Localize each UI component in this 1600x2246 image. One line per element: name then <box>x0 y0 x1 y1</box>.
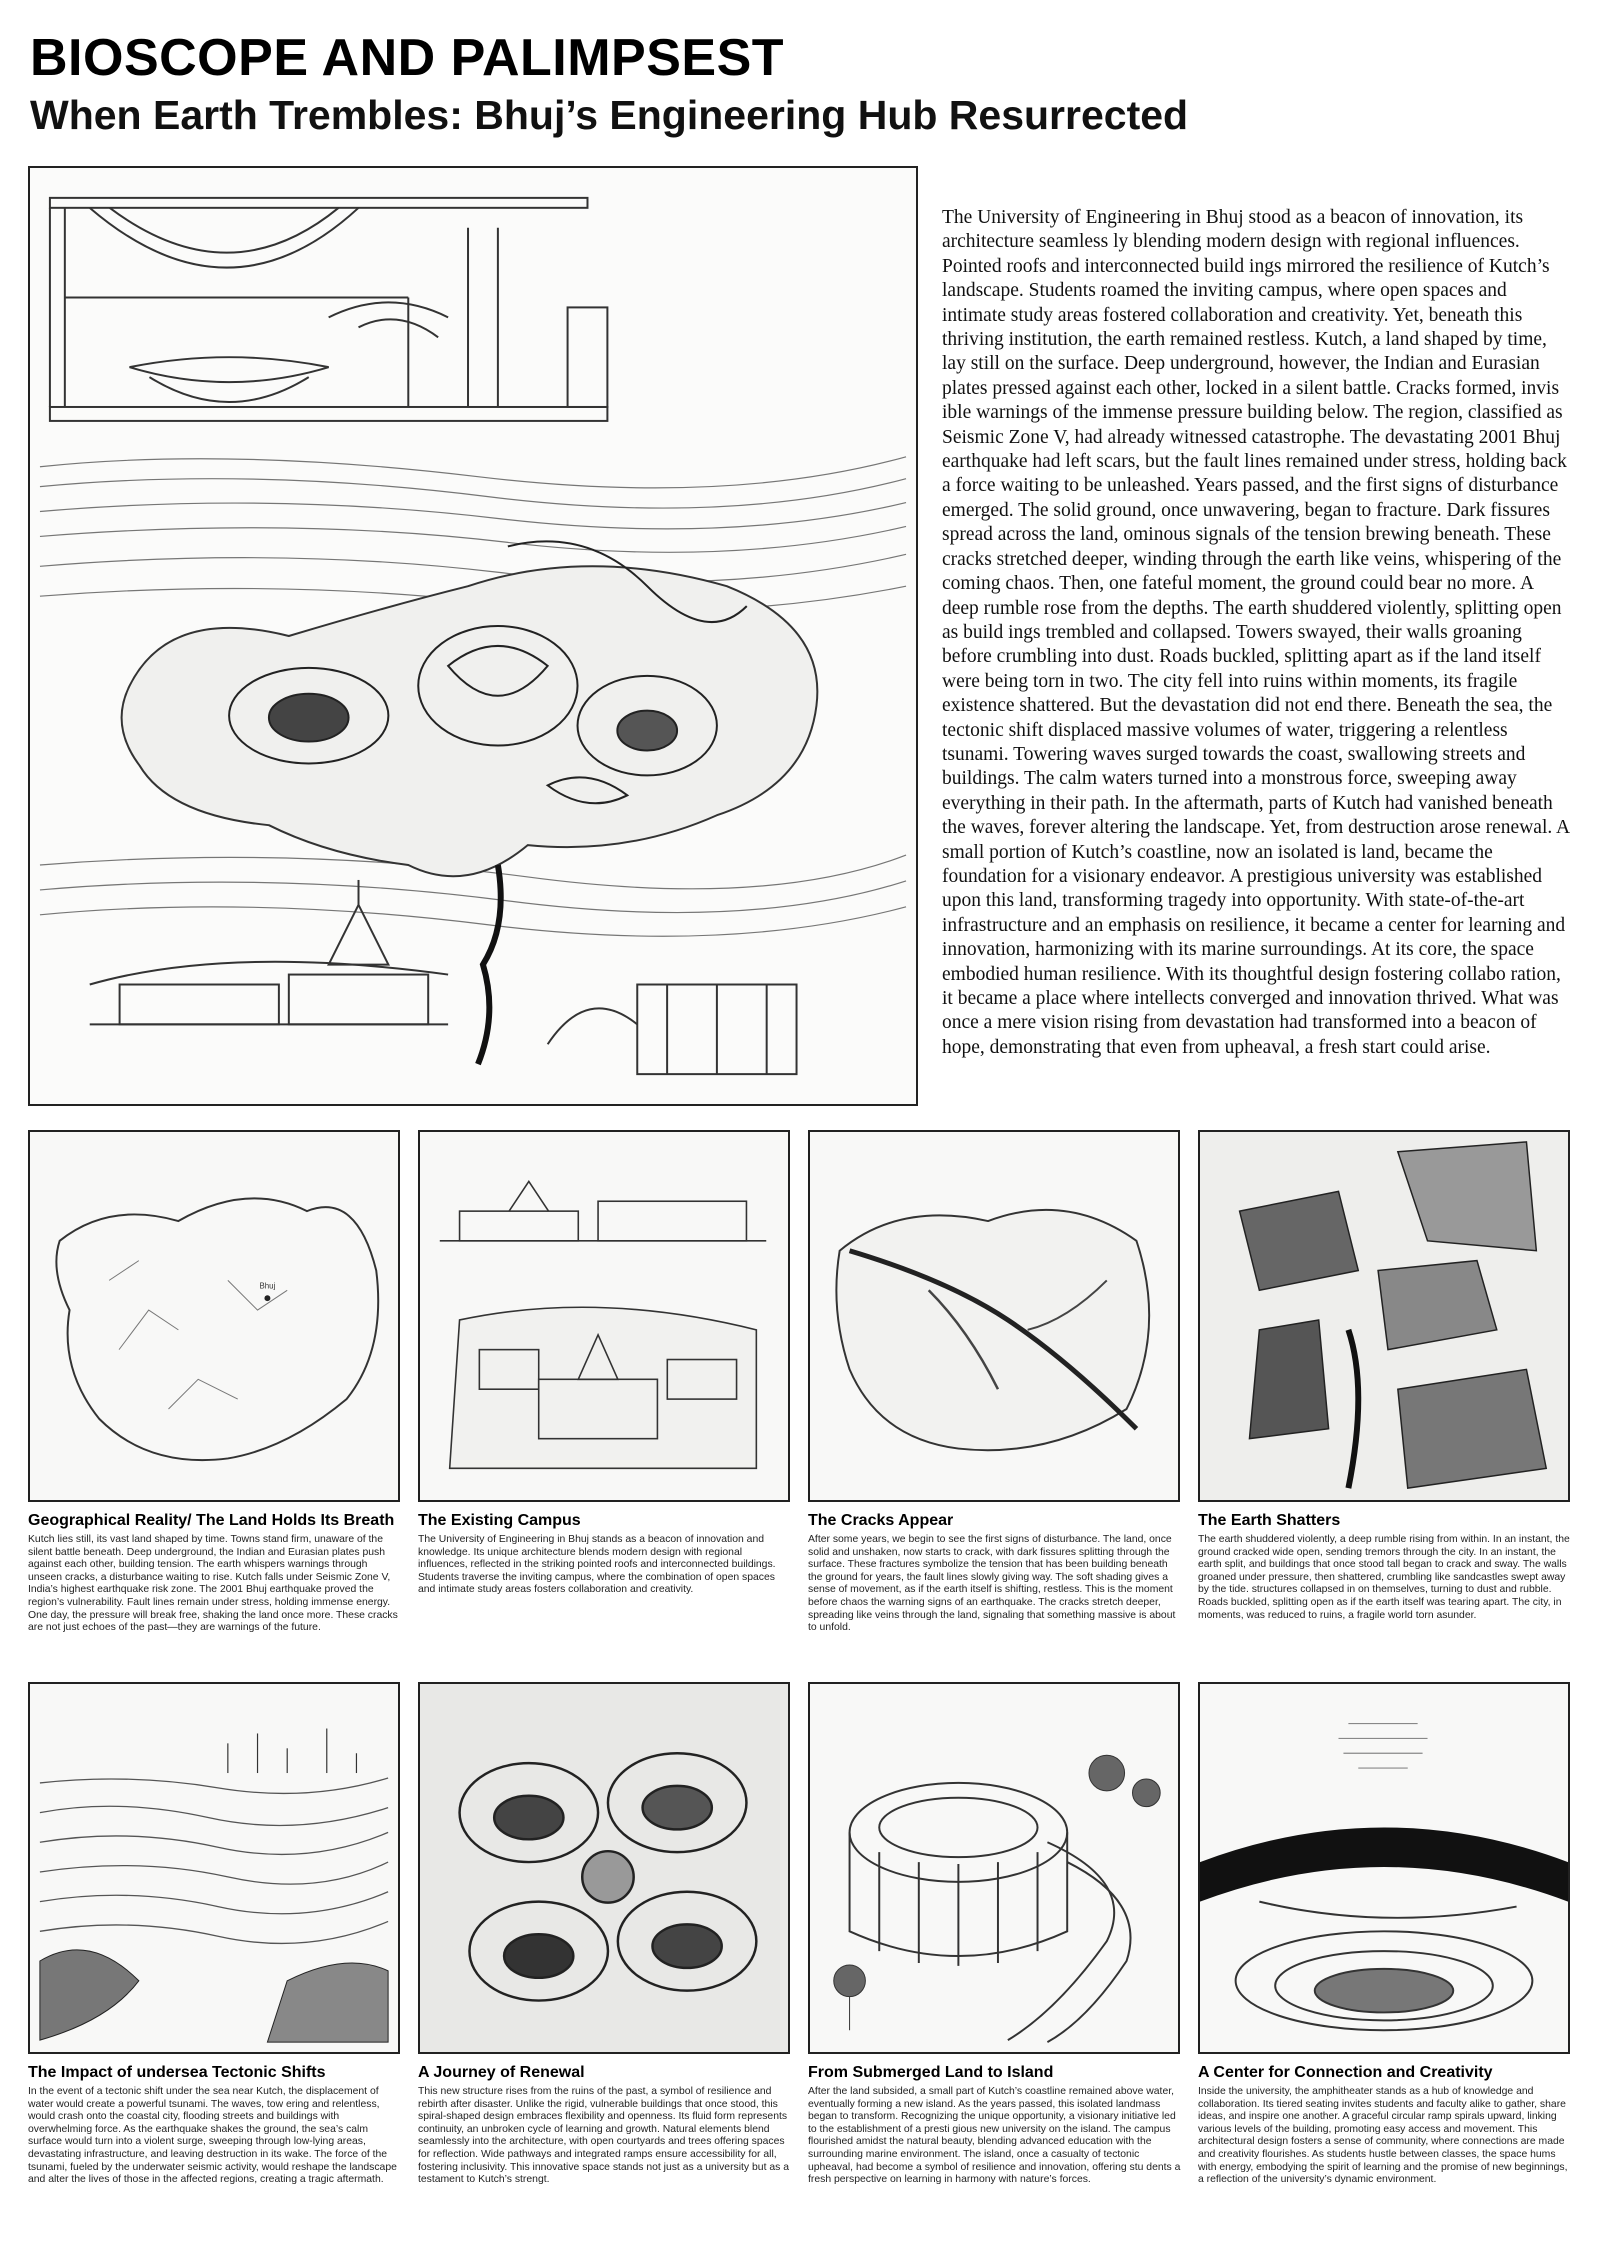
caption-title-amphitheater: A Center for Connection and Creativity <box>1198 2064 1493 2081</box>
campus-drawing <box>420 1132 788 1500</box>
panel-shatter-sketch <box>1198 1130 1570 1502</box>
poster-subtitle: When Earth Trembles: Bhuj’s Engineering Hub Resurrected <box>30 92 1189 138</box>
poster-title: BIOSCOPE AND PALIMPSEST <box>30 29 785 87</box>
caption-text-tsunami: In the event of a tectonic shift under the sea near Kutch, the displacement of water would create a powerful tsunami. The waves, tow ering and relentless, would crash onto the coastal city, flooding streets and buildings with overwhelming force. As the earthquake shakes the ground, the sea’s calm surface would turn into a violent surge, sweeping through low-lying areas, devastating infrastructure, and leaving destruction in its wake. The force of the tsunami, fueled by the underwater seismic activity, would reshape the landscape and alter the lives of those in the affected regions, creating a tragic aftermath. <box>28 2086 397 2186</box>
caption-text-island: After the land subsided, a small part of Kutch’s coastline remained above water, eventually forming a new island. As the years passed, this isolated landmass began to transform. Recognizing the unique opportunity, a visionary initiative led to the establishment of a presti gious new university on the island. The campus flourished amidst the natural beauty, blending advanced education with the surrounding marine environment. The island, once a casualty of tectonic upheaval, had become a symbol of resilience and innovation, offering stu dents a fresh perspective on learning in harmony with nature’s forces. <box>808 2086 1181 2186</box>
bhuj-map-label: Bhuj <box>259 1281 276 1291</box>
caption-title-island: From Submerged Land to Island <box>808 2064 1054 2081</box>
panel-renewal-sketch <box>418 1682 790 2054</box>
caption-text-campus: The University of Engineering in Bhuj stands as a beacon of innovation and knowledge. Its unique architecture blends modern design with regional influences, reflected in the striking pointed roofs and interconnected buildings. Students traverse the inviting campus, where the combination of open spaces and intimate study areas fosters collaboration and creativity. <box>418 1534 776 1596</box>
cracks-drawing <box>810 1132 1178 1500</box>
caption-title-campus: The Existing Campus <box>418 1512 581 1529</box>
caption-text-land: Kutch lies still, its vast land shaped by time. Towns stand firm, unaware of the silent battle beneath. Deep underground, the Indian and Eurasian plates push against each other, building tension. The earth whispers warnings through unseen cracks, a disturbance waiting to rise. Kutch falls under Seismic Zone V, India’s highest earthquake risk zone. The 2001 Bhuj earthquake proved the region’s vulnerability. Fault lines remain under stress, holding immense energy. One day, the pressure will break free, shaking the land once more. These cracks are not just echoes of the past—they are warnings of the future. <box>28 1534 398 1634</box>
caption-text-renewal: This new structure rises from the ruins of the past, a symbol of resilience and rebirth after disaster. Unlike the rigid, vulnerable buildings that once stood, this spiral-shaped design embraces flexibility and openness. Its fluid form represents continuity, an unbroken cycle of learning and growth. Natural elements blend seamlessly into the architecture, with open courtyards and trees offering spaces for reflection. Wide pathways and integrated ramps ensure accessibility for all, fostering inclusivity. This innovative space stands not just as a university but as a testament to Kutch’s strengt. <box>418 2086 789 2186</box>
caption-text-amphitheater: Inside the university, the amphitheater stands as a hub of knowledge and collaboration. Its tiered seating invites students and faculty alike to gather, share ideas, and inspire one another. A graceful circular ramp spirals upward, linking various levels of the building, promoting easy access and movement. This architectural design fosters a sense of community, where connections are made and creativity flourishes. As students hustle between classes, the space hums with energy, embodying the spirit of learning and the promise of new beginnings, a reflection of the university’s dynamic environment. <box>1198 2086 1568 2186</box>
caption-title-renewal: A Journey of Renewal <box>418 2064 585 2081</box>
caption-title-cracks: The Cracks Appear <box>808 1512 954 1529</box>
tsunami-drawing <box>30 1684 398 2052</box>
story-text: The University of Engineering in Bhuj stood as a beacon of innovation, its architecture seamless ly blending modern design with regional influences. Pointed roofs and interconnected build ings mirrored the resilience of Kutch’s landscape. Students roamed the inviting campus, where open spaces and intimate study areas fostered collaboration and creativity. Yet, beneath this thriving institution, the earth remained restless. Kutch, a land shaped by time, lay still on the surface. Deep underground, however, the Indian and Eurasian plates pressed against each other, locked in a silent battle. Cracks formed, invis ible warnings of the immense pressure building below. The region, classified as Seismic Zone V, had already witnessed catastrophe. The devastating 2001 Bhuj earthquake had left scars, but the fault lines remained under stress, holding back a force waiting to be unleashed. Years passed, and the first signs of disturbance emerged. The solid ground, once unwavering, began to fracture. Dark fissures spread across the land, ominous signals of the tension brewing beneath. These cracks stretched deeper, winding through the earth like veins, whispering of the coming chaos. Then, one fateful moment, the ground could bear no more. A deep rumble rose from the depths. The earth shuddered violently, splitting open as build ings trembled and collapsed. Towers swayed, their walls groaning before crumbling into dust. Roads buckled, splitting apart as if the land itself were being torn in two. The city fell into ruins within moments, its fragile existence shattered. But the devastation did not end there. Beneath the sea, the tectonic shift displaced massive volumes of water, triggering a relentless tsunami. Towering waves surged towards the coast, swallowing streets and buildings. The calm waters turned into a monstrous force, sweeping away everything in their path. In the aftermath, parts of Kutch had vanished beneath the waves, forever altering the landscape. Yet, from destruction arose renewal. A small portion of Kutch’s coastline, now an isolated is land, became the foundation for a visionary endeavor. A prestigious university was established upon this land, transforming tragedy into opportunity. With state-of-the-art infrastructure and an emphasis on resilience, it became a center for learning and innovation, harmonizing with its marine surroundings. At its core, the space embodied human resilience. With its thoughtful design fostering collabo ration, it became a place where intellects converged and innovation thrived. What was once a mere vision rising from devastation had transformed into a beacon of hope, demonstrating that even from upheaval, a fresh start could arise. <box>942 207 1570 1058</box>
shatter-drawing <box>1200 1132 1568 1500</box>
caption-title-land: Geographical Reality/ The Land Holds Its Breath <box>28 1512 395 1529</box>
renewal-drawing <box>420 1684 788 2052</box>
panel-land-sketch <box>28 1130 400 1502</box>
panel-amphitheater-sketch <box>1198 1682 1570 2054</box>
bhuj-marker <box>264 1295 270 1301</box>
hero-sketch <box>28 166 918 1106</box>
land-map-drawing <box>30 1132 398 1500</box>
panel-cracks-sketch <box>808 1130 1180 1502</box>
panel-tsunami-sketch <box>28 1682 400 2054</box>
panel-island-sketch <box>808 1682 1180 2054</box>
island-drawing <box>810 1684 1178 2052</box>
panel-campus-sketch <box>418 1130 790 1502</box>
caption-text-shatter: The earth shuddered violently, a deep rumble rising from within. In an instant, the ground cracked wide open, sending tremors through the city. In an instant, the earth split, and buildings that once stood tall began to crack and sway. The walls groaned under pressure, then shattered, crumbling like sandcastles swept away by the tide. structures collapsed in on themselves, turning to dust and rubble. Roads buckled, splitting open as if the earth itself was tearing apart. The city, in moments, was reduced to ruins, a fragile world torn asunder. <box>1198 1534 1570 1621</box>
caption-title-tsunami: The Impact of undersea Tectonic Shifts <box>28 2064 326 2081</box>
hero-sketch-drawing <box>30 168 916 1104</box>
caption-title-shatter: The Earth Shatters <box>1198 1512 1341 1529</box>
caption-text-cracks: After some years, we begin to see the first signs of disturbance. The land, once solid and unshaken, now starts to crack, with dark fissures splitting through the surface. These fractures symbolize the tension that has been building beneath the ground for years, the fault lines slowly giving way. The soft shading gives a sense of movement, as if the earth itself is shifting, restless. This is the moment before chaos the warning signs of an earthquake. The cracks stretch deeper, spreading like veins through the land, signaling that something massive is about to unfold. <box>808 1534 1176 1634</box>
amphitheater-drawing <box>1200 1684 1568 2052</box>
